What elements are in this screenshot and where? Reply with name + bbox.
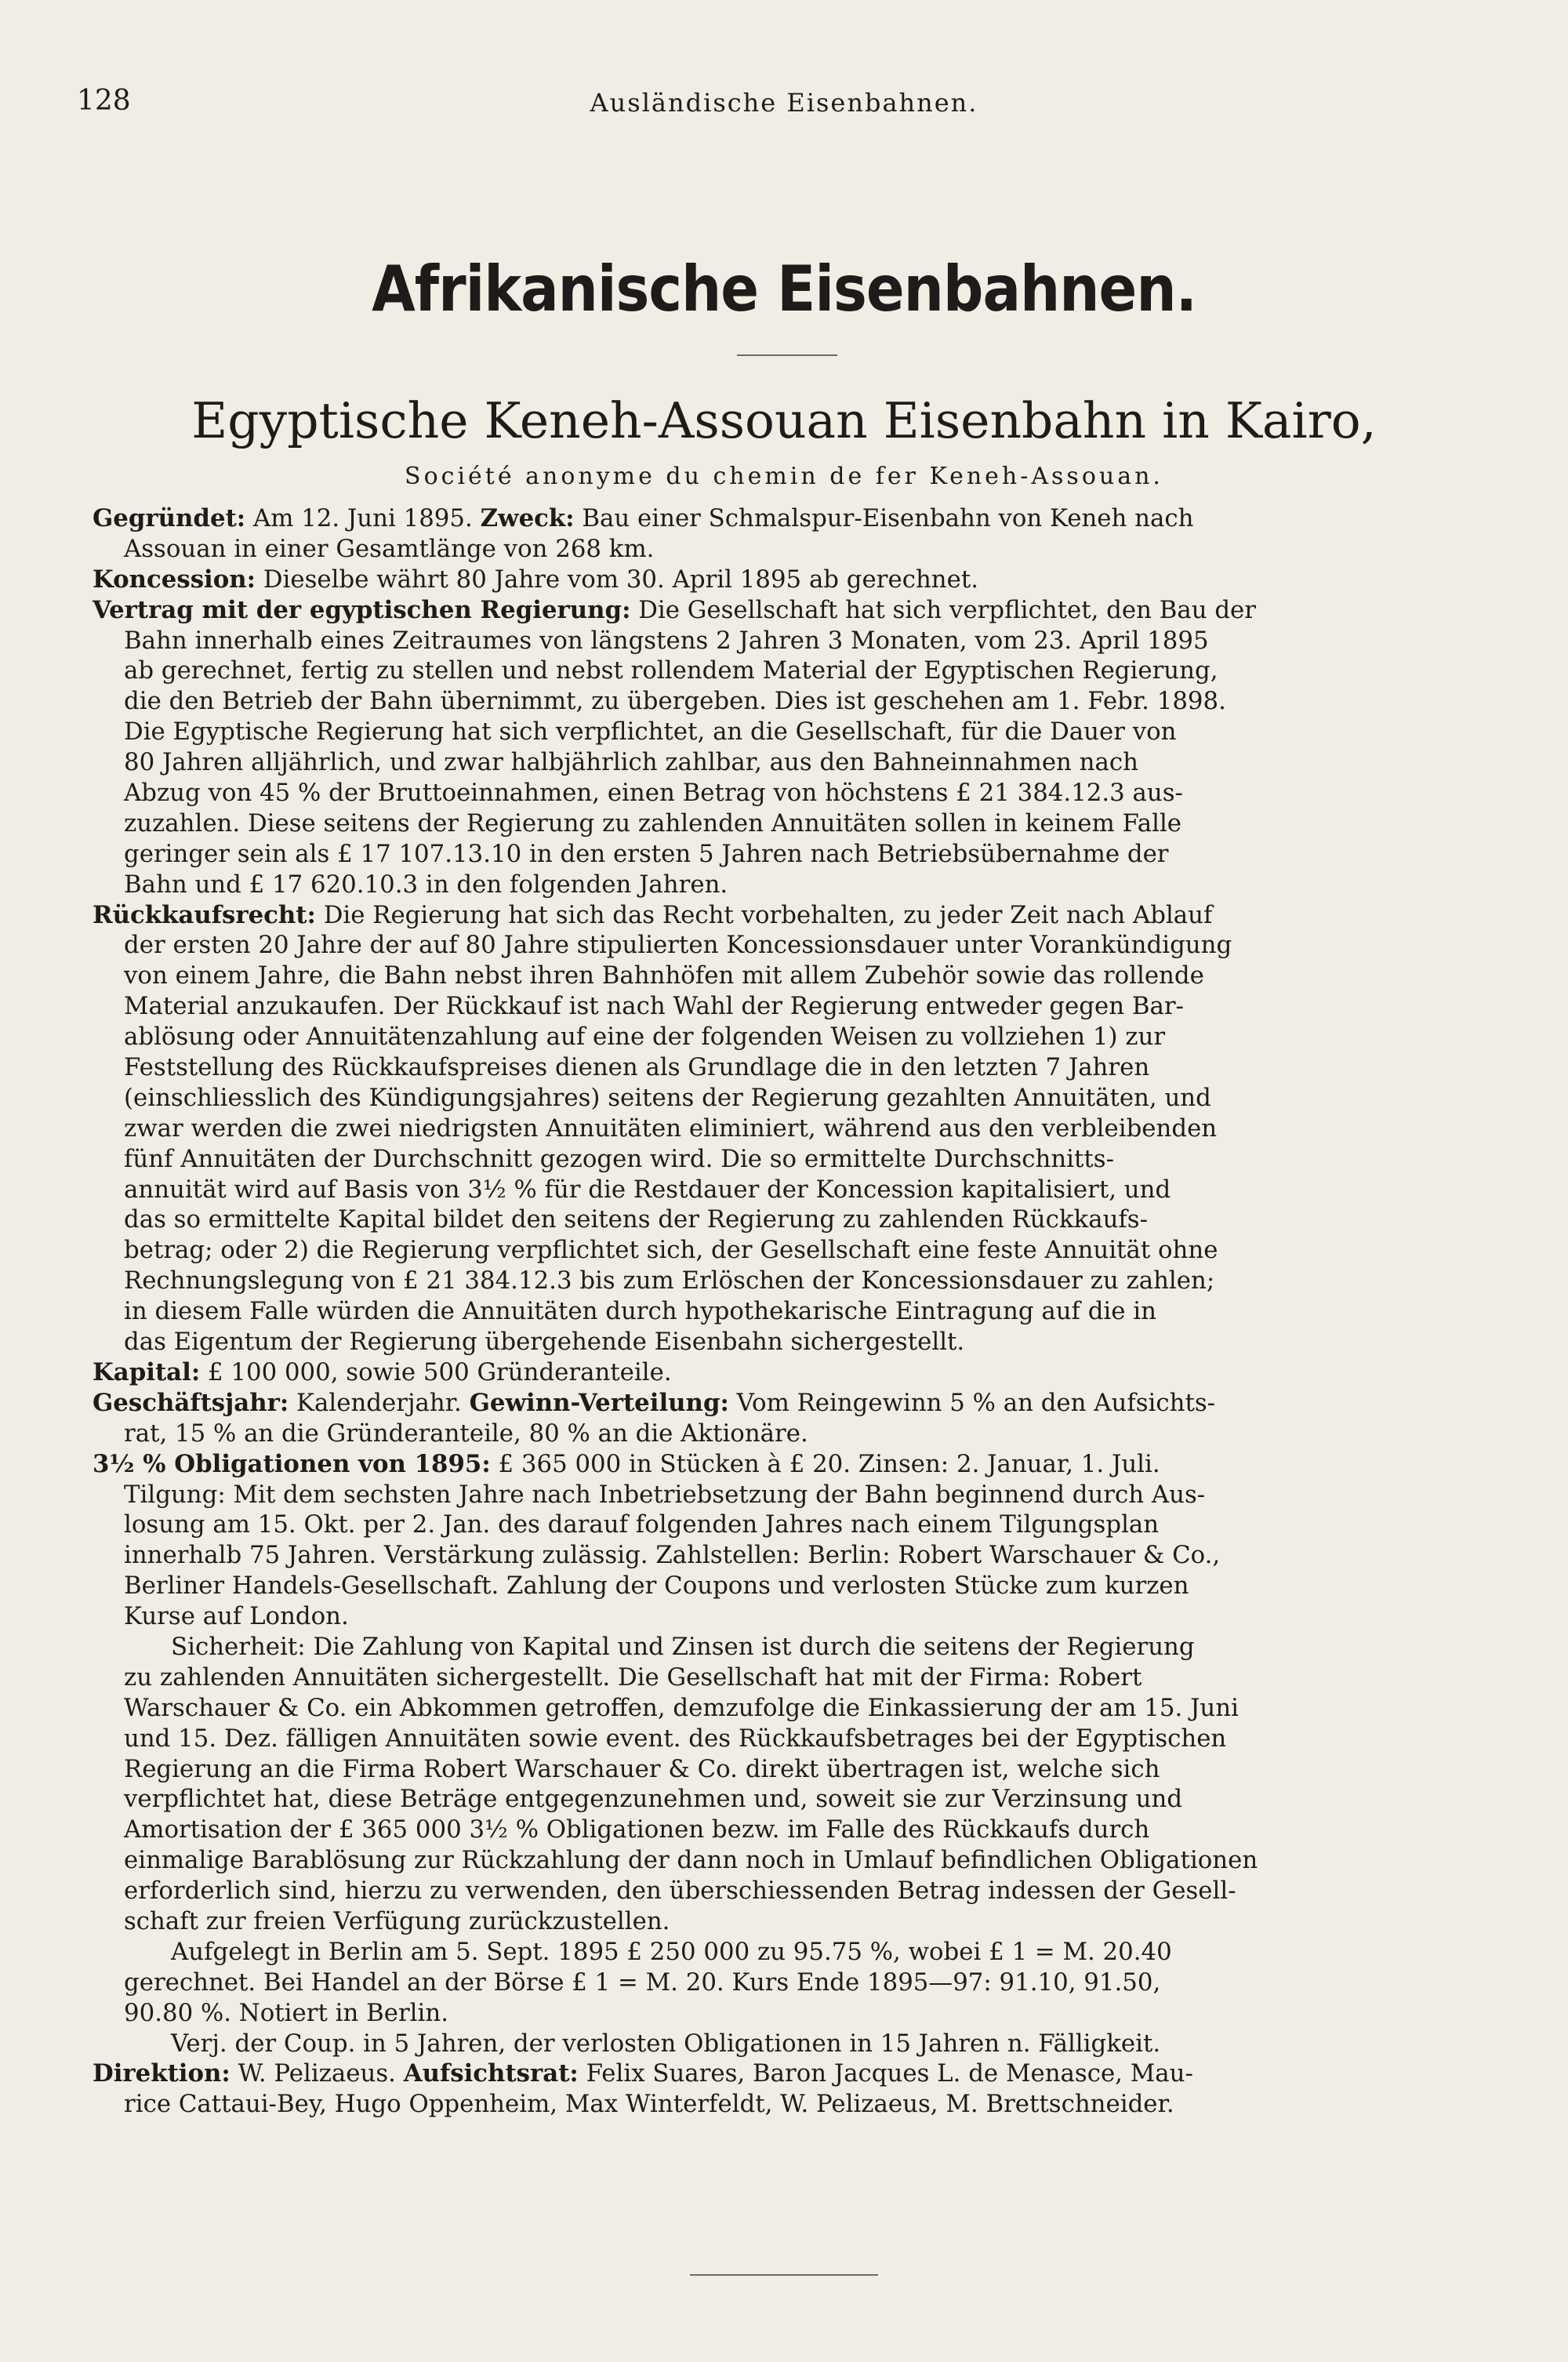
field-label: Koncession: [93,565,256,594]
section-divider [737,354,837,356]
text-run: Amortisation der £ 365 000 3½ % Obligationen bezw. im Falle des Rückkaufs durch [124,1815,1150,1844]
text-line [93,1998,1460,2029]
text-line [93,1083,1460,1114]
text-line [93,1235,1460,1266]
section-title: Afrikanische Eisenbahnen. [372,253,1196,325]
text-run: zu zahlenden Annuitäten sichergestellt. Die Gesellschaft hat mit der Firma: Robert [124,1662,1142,1692]
text-run: rat, 15 % an die Gründeranteile, 80 % an die Aktionäre. [124,1419,808,1448]
text-line [93,1724,1460,1754]
text-run: schaft zur freien Verfügung zurückzustellen. [124,1906,670,1935]
text-line [93,747,1460,778]
text-line [93,565,1460,595]
text-line [93,1784,1460,1815]
text-run: W. Pelizaeus. [230,2059,404,2088]
text-line [93,1540,1460,1571]
text-run: Verj. der Coup. in 5 Jahren, der verlosten Obligationen in 15 Jahren n. Fälligkeit. [171,2029,1161,2058]
text-run: Material anzukaufen. Der Rückkauf ist nach Wahl der Regierung entweder gegen Bar- [124,992,1184,1021]
text-run: Felix Suares, Baron Jacques L. de Menasce, Mau- [578,2059,1193,2088]
field-label: Gegründet: [93,504,246,532]
field-label: 3½ % Obligationen von 1895: [93,1449,491,1478]
text-line [93,930,1460,961]
text-line [93,778,1460,809]
field-label: Direktion: [93,2059,230,2088]
end-divider [690,2274,878,2276]
text-line [93,1419,1460,1449]
text-line [93,1480,1460,1510]
text-line [93,1052,1460,1083]
text-line [93,1601,1460,1632]
text-run: Abzug von 45 % der Bruttoeinnahmen, einen Betrag von höchstens £ 21 384.12.3 aus- [124,779,1183,808]
text-line [93,2089,1460,2120]
text-line [93,1815,1460,1845]
text-run: (einschliesslich des Kündigungsjahres) seitens der Regierung gezahlten Annuitäten, und [124,1083,1211,1112]
text-line [93,1144,1460,1175]
text-run: Feststellung des Rückkaufspreises dienen als Grundlage die in den letzten 7 Jahren [124,1053,1150,1082]
field-label: Geschäftsjahr: [93,1388,289,1417]
text-run: gerechnet. Bei Handel an der Börse £ 1 = M. 20. Kurs Ende 1895—97: 91.10, 91.50, [124,1968,1161,1997]
text-run: Berliner Handels-Gesellschaft. Zahlung der Coupons und verlosten Stücke zum kurzen [124,1572,1189,1601]
text-line [93,656,1460,686]
text-line [93,1937,1460,1968]
text-run: Regierung an die Firma Robert Warschauer & Co. direkt übertragen ist, welche sich [124,1754,1160,1783]
text-run: geringer sein als £ 17 107.13.10 in den ersten 5 Jahren nach Betriebsübernahme der [124,839,1169,868]
text-line [93,1845,1460,1876]
text-line [93,1327,1460,1357]
text-run: die den Betrieb der Bahn übernimmt, zu übergeben. Dies ist geschehen am 1. Febr. 1898. [124,687,1226,716]
text-run: Am 12. Juni 1895. [245,504,481,532]
text-line [93,870,1460,900]
text-line [93,1754,1460,1785]
text-run: Rechnungslegung von £ 21 384.12.3 bis zum Erlöschen der Koncessionsdauer zu zahlen; [124,1266,1215,1295]
text-line [93,1632,1460,1662]
text-run: Sicherheit: Die Zahlung von Kapital und Zinsen ist durch die seitens der Regierung [171,1632,1195,1661]
text-run: in diesem Falle würden die Annuitäten durch hypothekarische Eintragung auf die in [124,1297,1156,1326]
text-line [93,1876,1460,1906]
field-label: Kapital: [93,1357,201,1386]
text-run: Bahn innerhalb eines Zeitraumes von längstens 2 Jahren 3 Monaten, vom 23. April 1895 [124,626,1209,655]
text-line [93,1175,1460,1205]
running-head [77,85,1491,124]
text-run: fünf Annuitäten der Durchschnitt gezogen wird. Die so ermittelte Durchschnitts- [124,1144,1114,1173]
field-label: Rückkaufsrecht: [93,900,316,929]
text-run: Die Regierung hat sich das Recht vorbehalten, zu jeder Zeit nach Ablauf [315,900,1213,929]
text-line [93,626,1460,656]
text-run: verpflichtet hat, diese Beträge entgegenzunehmen und, soweit sie zur Verzinsung und [124,1785,1183,1814]
field-label: Aufsichtsrat: [403,2059,579,2088]
text-line [93,717,1460,747]
text-line [93,534,1460,565]
text-run: ablösung oder Annuitätenzahlung auf eine der folgenden Weisen zu vollziehen 1) zur [124,1023,1166,1052]
text-line [93,1906,1460,1937]
text-line [93,2029,1460,2059]
text-run: Tilgung: Mit dem sechsten Jahre nach Inbetriebsetzung der Bahn beginnend durch Aus- [124,1480,1206,1509]
text-line [93,839,1460,870]
company-title: Egyptische Keneh-Assouan Eisenbahn in Kairo, [191,392,1377,449]
text-line [93,595,1460,626]
running-title: Ausländische Eisenbahnen. [590,88,978,118]
text-run: £ 100 000, sowie 500 Gründeranteile. [200,1357,672,1386]
article-body [93,503,1460,2120]
text-run: annuität wird auf Basis von 3½ % für die Restdauer der Koncession kapitalisiert, und [124,1175,1171,1204]
text-line [93,1022,1460,1052]
text-run: losung am 15. Okt. per 2. Jan. des darauf folgenden Jahres nach einem Tilgungsplan [124,1510,1160,1539]
text-line [93,686,1460,717]
text-line [93,1357,1460,1388]
text-run: Vom Reingewinn 5 % an den Aufsichts- [728,1388,1216,1417]
text-line [93,1968,1460,1998]
field-label: Gewinn-Verteilung: [469,1388,729,1417]
text-run: einmalige Barablösung zur Rückzahlung der dann noch in Umlauf befindlichen Obligationen [124,1846,1258,1875]
text-run: erforderlich sind, hierzu zu verwenden, den überschiessenden Betrag indessen der Gesell- [124,1877,1236,1906]
text-run: zuzahlen. Diese seitens der Regierung zu zahlenden Annuitäten sollen in keinem Falle [124,809,1182,838]
text-line [93,1296,1460,1327]
text-line [93,1205,1460,1235]
text-run: innerhalb 75 Jahren. Verstärkung zulässig. Zahlstellen: Berlin: Robert Warschauer & Co., [124,1541,1221,1570]
text-run: und 15. Dez. fälligen Annuitäten sowie event. des Rückkaufsbetrages bei der Egyptischen [124,1724,1227,1753]
page-number: 128 [77,85,131,117]
text-line [93,503,1460,534]
text-line [93,1266,1460,1296]
text-line [93,991,1460,1022]
text-run: Kalenderjahr. [289,1388,470,1417]
text-line [93,1571,1460,1601]
text-run: betrag; oder 2) die Regierung verpflichtet sich, der Gesellschaft eine feste Annuität ohne [124,1236,1218,1265]
text-line [93,1693,1460,1724]
text-run: der ersten 20 Jahre der auf 80 Jahre stipulierten Koncessionsdauer unter Vorankündigung [124,931,1232,960]
text-run: 80 Jahren alljährlich, und zwar halbjährlich zahlbar, aus den Bahneinnahmen nach [124,748,1138,777]
field-label: Vertrag mit der egyptischen Regierung: [93,595,631,624]
text-line [93,1662,1460,1693]
text-run: Die Gesellschaft hat sich verpflichtet, den Bau der [630,595,1256,624]
text-run: Aufgelegt in Berlin am 5. Sept. 1895 £ 250 000 zu 95.75 %, wobei £ 1 = M. 20.40 [171,1937,1172,1966]
text-run: Die Egyptische Regierung hat sich verpflichtet, an die Gesellschaft, für die Dauer von [124,718,1177,747]
text-line [93,1388,1460,1419]
text-line [93,900,1460,931]
text-run: Bahn und £ 17 620.10.3 in den folgenden Jahren. [124,870,728,899]
text-run: Assouan in einer Gesamtlänge von 268 km. [124,534,655,563]
text-line [93,1510,1460,1540]
text-run: das so ermittelte Kapital bildet den seitens der Regierung zu zahlenden Rückkaufs- [124,1205,1149,1234]
text-run: 90.80 %. Notiert in Berlin. [124,1998,448,2027]
text-line [93,1449,1460,1480]
text-run: rice Cattaui-Bey, Hugo Oppenheim, Max Winterfeldt, W. Pelizaeus, M. Brettschneider. [124,2090,1174,2119]
text-run: £ 365 000 in Stücken à £ 20. Zinsen: 2. Januar, 1. Juli. [490,1449,1160,1478]
text-line [93,961,1460,991]
text-run: das Eigentum der Regierung übergehende Eisenbahn sichergestellt. [124,1328,965,1357]
text-run: zwar werden die zwei niedrigsten Annuitäten eliminiert, während aus den verbleibenden [124,1114,1218,1143]
text-run: Dieselbe währt 80 Jahre vom 30. April 1895 ab gerechnet. [256,565,978,594]
text-run: Bau einer Schmalspur-Eisenbahn von Keneh nach [574,504,1194,532]
text-run: ab gerechnet, fertig zu stellen und nebst rollendem Material der Egyptischen Regierung, [124,656,1218,685]
text-line [93,809,1460,839]
text-line [93,2059,1460,2089]
text-run: von einem Jahre, die Bahn nebst ihren Bahnhöfen mit allem Zubehör sowie das rollende [124,961,1204,990]
company-subtitle: Société anonyme du chemin de fer Keneh-Assouan. [405,463,1163,490]
text-line [93,1114,1460,1144]
text-run: Warschauer & Co. ein Abkommen getroffen, demzufolge die Einkassierung der am 15. Juni [124,1693,1239,1722]
field-label: Zweck: [480,504,575,532]
text-run: Kurse auf London. [124,1602,349,1631]
